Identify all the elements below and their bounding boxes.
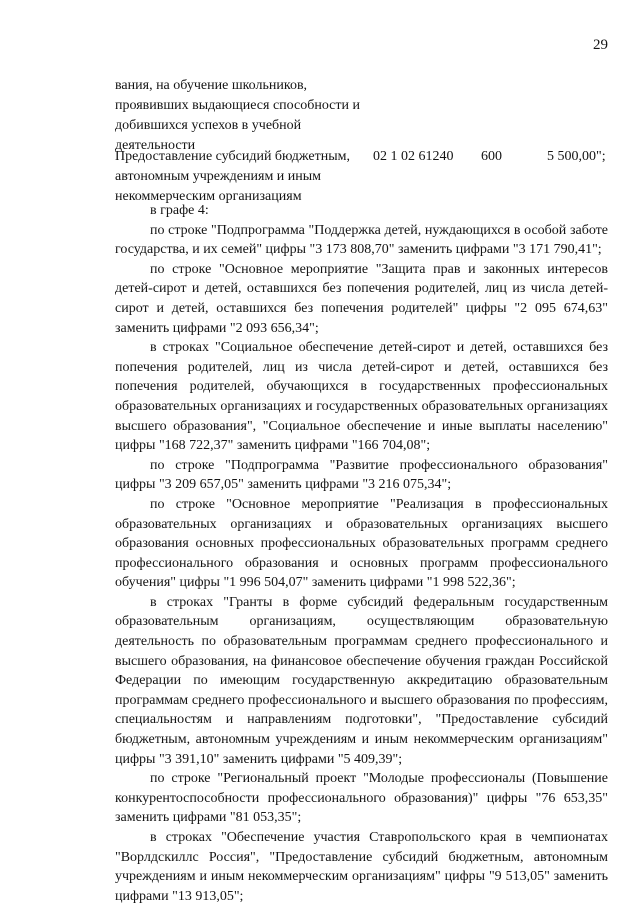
paragraph: в строках "Социальное обеспечение детей-сирот и детей, оставшихся без попечения родителей, лиц из числа детей-сирот и детей, оставшихся без попечения родителей, обучающихся в государственных профессиональных образовательных организациях и государственных образовательных организациях высшего образования", "Социальное обеспечение и иные выплаты населению" цифры "168 722,37" заменить цифрами "166 704,08"; [115,340,608,454]
paragraph: по строке "Подпрограмма "Развитие профессионального образования" цифры "3 209 657,05" заменить цифрами "3 216 075,34"; [115,457,608,493]
page-number: 29 [593,37,608,53]
paragraph-column-heading: в графе 4: [150,203,209,218]
continuation-text: вания, на обучение школьников, проявивших выдающиеся способности и добившихся успехов в учебной деятельности [115,78,360,153]
paragraph: в строках "Гранты в форме субсидий федеральным государственным образовательным организациям, осуществляющим образовательную деятельность по образовательным программам среднего профессионального и высшего образования, на финансовое обеспечение обучения граждан Российской Федерации по имеющим государственную аккредитацию образовательным программам среднего профессионального и высшего образования по профессиям, специальностям и направлениям подготовки", "Предоставление субсидий бюджетным, автономным учреждениям и иным некоммерческим организациям" цифры "3 391,10" заменить цифрами "5 409,39"; [115,594,608,767]
table-row-code: 02 1 02 61240 [373,149,454,164]
paragraph: по строке "Основное мероприятие "Реализация в профессиональных образовательных организациях и образовательных организациях высшего образования основных профессиональных образовательных программ среднего профессионального образования и основных программ профессионального обучения" цифры "1 996 504,07" заменить цифрами "1 998 522,36"; [115,496,608,591]
paragraph: по строке "Основное мероприятие "Защита прав и законных интересов детей-сирот и детей, оставшихся без попечения родителей, лиц из числа детей-сирот и детей, оставшихся без попечения родителей" цифры "2 095 674,63" заменить цифрами "2 093 656,34"; [115,261,608,336]
table-row-expense-type: 600 [481,149,502,164]
table-row-amount: 5 500,00"; [547,149,606,164]
table-row-name: Предоставление субсидий бюджетным, автономным учреждениям и иным некоммерческим организациям [115,149,351,204]
budget-table-row [115,147,615,207]
paragraph: по строке "Региональный проект "Молодые профессионалы (Повышение конкурентоспособности профессионального образования)" цифры "76 653,35" заменить цифрами "81 053,35"; [115,771,608,826]
body-text [115,201,608,906]
paragraph: в строках "Обеспечение участия Ставропольского края в чемпионатах "Ворлдскиллс Россия", "Предоставление субсидий бюджетным, автономным учреждениям и иным некоммерческим организациям" цифры "9 513,05" заменить цифрами "13 913,05"; [115,830,608,904]
paragraph: по строке "Подпрограмма "Поддержка детей, нуждающихся в особой заботе государства, и их семей" цифры "3 173 808,70" заменить цифрами "3 171 790,41"; [115,222,608,258]
